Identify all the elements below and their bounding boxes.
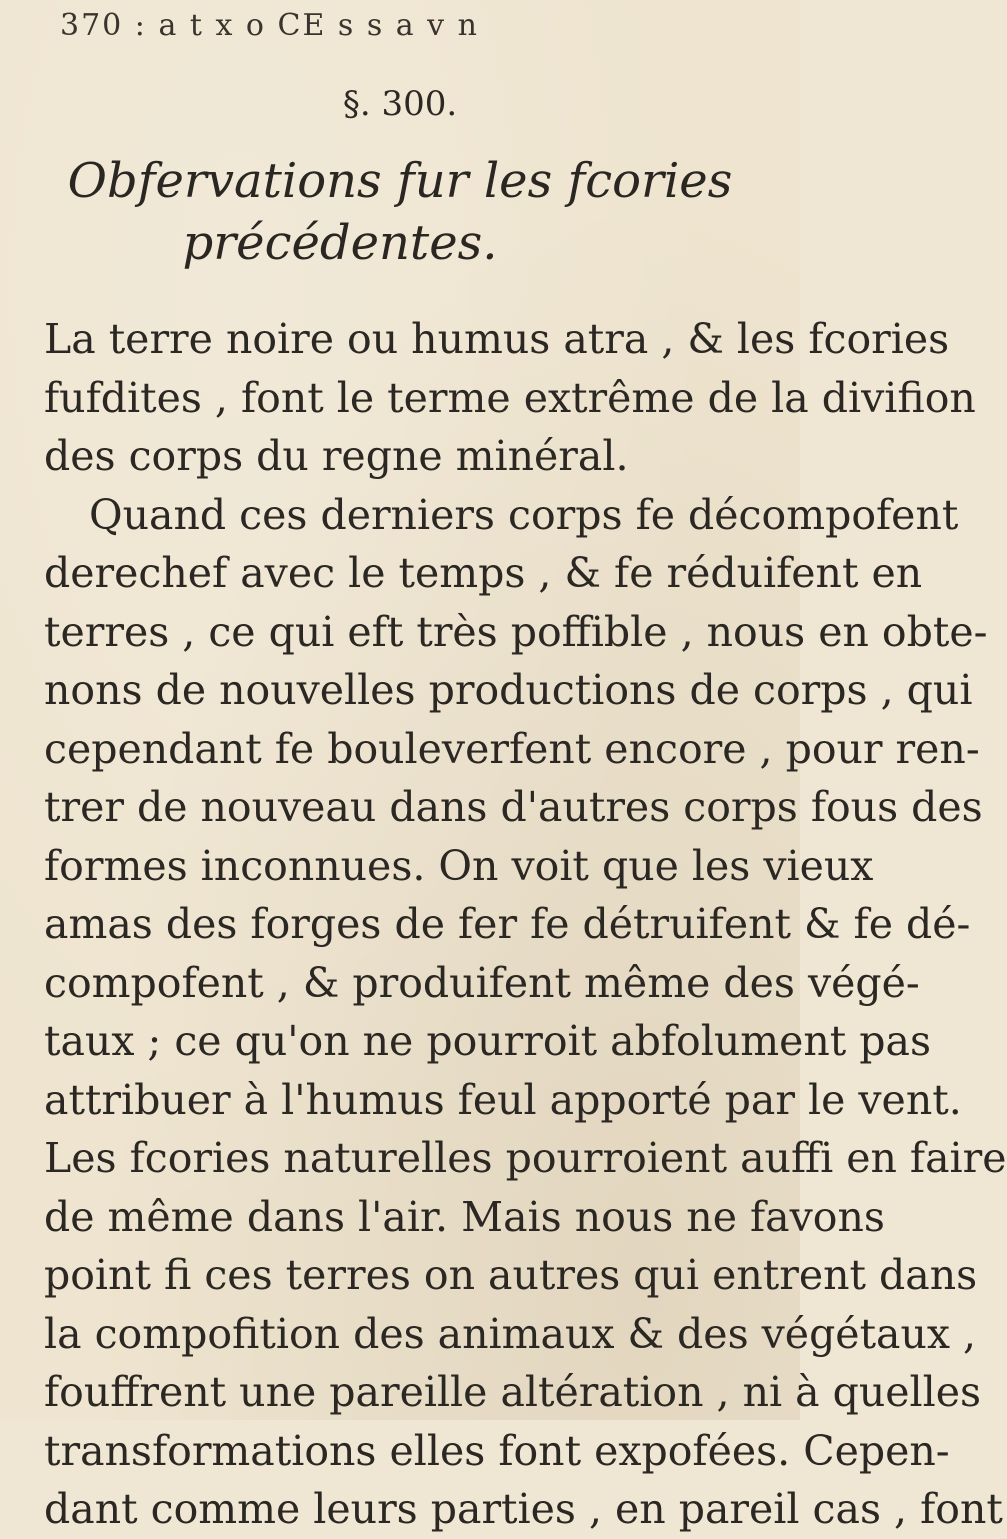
text-line: la compofition des animaux & des végétaux , [44, 1309, 977, 1358]
running-head: 370 : a t x o CE s s a v n [60, 8, 479, 43]
text-line: de même dans l'air. Mais nous ne favons [44, 1192, 885, 1241]
body-text [44, 310, 1007, 1539]
text-line: terres , ce qui eft très poffible , nous en obte- [44, 607, 988, 656]
text-line: La terre noire ou humus atra , & les fcories [44, 315, 950, 363]
text-line: fufdites , font le terme extrême de la divifion [44, 373, 976, 422]
text-line: dant comme leurs parties , en pareil cas , font [44, 1485, 1003, 1533]
text-line: formes inconnues. On voit que les vieux [44, 841, 874, 890]
section-title [0, 150, 800, 274]
text-line: Les fcories naturelles pourroient auffi en faire [44, 1134, 1007, 1182]
section-title-line-2: précédentes. [182, 215, 498, 271]
text-line: cependant fe bouleverfent encore , pour ren- [44, 724, 980, 773]
text-line: compofent , & produifent même des végé- [44, 958, 920, 1007]
text-line: trer de nouveau dans d'autres corps fous des [44, 783, 983, 831]
text-line: point fi ces terres on autres qui entrent dans [44, 1251, 978, 1299]
text-line: derechef avec le temps , & fe réduifent en [44, 549, 923, 597]
text-line: fouffrent une pareille altération , ni à quelles [44, 1368, 982, 1416]
text-line: transformations elles font expofées. Cepen- [44, 1426, 950, 1475]
text-line: nons de nouvelles productions de corps , qui [44, 666, 973, 714]
text-line: amas des forges de fer fe détruifent & fe dé- [44, 900, 971, 948]
text-line: taux ; ce qu'on ne pourroit abfolument pas [44, 1017, 932, 1065]
text-line: des corps du regne minéral. [44, 432, 629, 480]
text-line: Quand ces derniers corps fe décompofent [89, 490, 959, 539]
text-line: attribuer à l'humus feul apporté par le vent. [44, 1075, 962, 1124]
section-title-line-1: Obfervations fur les fcories [67, 153, 733, 209]
section-number: §. 300. [342, 84, 458, 124]
